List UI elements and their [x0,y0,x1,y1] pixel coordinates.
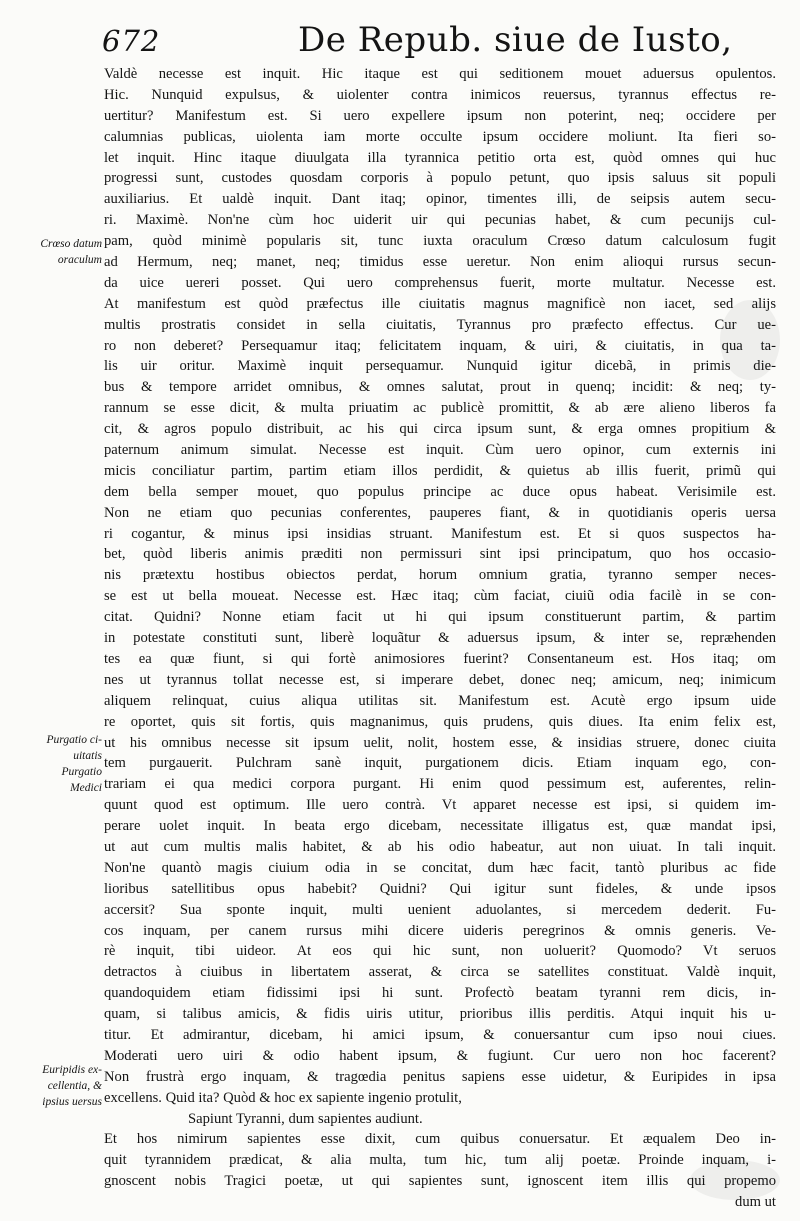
margin-note-euripidis: Euripidis ex- cellentia, & ipsius uersus [42,1064,102,1108]
text-line: uertitur? Manifestum est. Si uero expellere ipsum non poterint, neq; occidere per [104,107,776,124]
text-line: tem purgauerit. Pulchram sanè inquit, purgationem dicis. Etiam inquam ego, con- [104,755,776,772]
body-text [104,64,776,1213]
text-line: rannum se esse dicit, & multa priuatim ac publicè promittit, & ab ære alieno liberos fa [104,400,776,417]
catchword: dum ut [735,1194,776,1211]
text-line: accersit? Sua sponte inquit, multi uenient aduolantes, si mercedem dederit. Fu- [104,901,776,918]
margin-note-purgatio: Purgatio ci- uitatis Purgatio Medici [46,734,102,794]
text-line: cit, & agros populo distribuit, ac his qui circa ipsum sunt, & erga omnes propitium & [104,421,776,438]
verse-line: Sapiunt Tyranni, dum sapientes audiunt. [188,1110,423,1127]
margin-note-croeso: Crœso datum oraculum [40,238,102,266]
page-header [102,14,733,64]
text-line: gnoscent nobis Tragici poetæ, ut qui sapientes sunt, ignoscent item illis qui propemo [104,1173,776,1190]
text-line: nes ut tyrannus tollat necesse est, si imperare debet, donec neq; amicum, neq; inimicum [104,671,776,688]
text-line: ri. Maximè. Non'ne cùm hoc uiderit uir qui pecunias habet, & cum pecunijs cul- [104,212,776,229]
text-line: auxiliarius. Et ualdè inquit. Dant itaq; opinor, timentes illi, de seipsis autem secu- [104,191,776,208]
text-line: paternum animum simulat. Necesse est inquit. Cùm uero opinor, cum externis ini [104,442,776,459]
text-line: Hic. Nunquid expulsus, & uiolenter contra inimicos reuersus, tyrannus effectus re- [104,86,776,103]
text-line: lioribus satellitibus opus habebit? Quidni? Qui igitur sunt fideles, & unde ipsos [104,880,776,897]
text-line: Non ne etiam quo pecunias conferentes, pauperes fiant, & in quotidianis operis uersa [104,504,776,521]
text-line: micis conciliatur partim, partim etiam illos perdidit, & quietus ab illis fuerit, primũ qui [104,462,776,479]
text-line: rè inquit, tibi uideor. At eos qui hic sunt, non uoluerit? Quomodo? Vt seruos [104,943,776,960]
text-line: bus & tempore arridet omnibus, & omnes salutat, prout in quenq; incidit: & neq; ty- [104,379,776,396]
text-line: citat. Quidni? Nonne etiam facit ut hi qui ipsum constituerunt partim, & partim [104,609,776,626]
text-line: At manifestum est quòd præfectus ille ciuitatis magnus magnificè non iacet, sed alijs [104,295,776,312]
text-line: detractos à ciuibus in libertatem asserat, & circa se satellites constituat. Valdè inquit, [104,964,776,981]
text-line: multis prostratis considet in sella ciuitatis, Tyrannus pro præfecto effectus. Cur ue- [104,316,776,333]
text-line: progressi sunt, custodes quosdam corporis à populo petunt, quo ipsis saluus sit populi [104,170,776,187]
text-line: calumnias publicas, uiolenta iam morte occulte ipsum occidere moliunt. Ita fieri so- [104,128,776,145]
text-line: quandoquidem etiam fidissimi ipsi hi sunt. Profectò beatam tyranni rem dicis, in- [104,985,776,1002]
text-line: Moderati uero uiri & odio habent ipsum, & fugiunt. Cur uero non hoc facerent? [104,1047,776,1064]
text-line: titur. Et admirantur, dicebam, hi amici ipsum, & conuersantur cum ipso noui ciues. [104,1026,776,1043]
text-line: in potestate constituti sunt, liberè loquãtur & aduersus ipsum, & inter se, repræhenden [104,630,776,647]
text-line: Et hos nimirum sapientes esse dixit, cum quibus conuersatur. Et æqualem Deo in- [104,1131,776,1148]
text-line: let inquit. Hinc itaque diuulgata illa tyrannica petitio orta est, quòd omnes qui huc [104,149,776,166]
text-line: ro non deberet? Persequamur itaq; felicitatem inquam, & uiri, & ciuitatis, in qua ta- [104,337,776,354]
text-line: aliquem relinquat, cuius aliqua utilitas sit. Manifestum est. Acutè ergo ipsum uide [104,692,776,709]
text-line: quunt quod est optimum. Ille uero contrà. Vt apparet necesse est ipsi, si quidem im- [104,797,776,814]
text-line: pam, quòd minimè popularis sit, tunc iuxta oraculum Crœso datum calculosum fugit [104,233,776,250]
text-line: cos inquam, per canem rursus mihi dicere uideris peregrinos & omnis generis. Ve- [104,922,776,939]
text-line: re oportet, quis sit fortis, quis magnanimus, quis prudens, quis diues. Ita enim felix est, [104,713,776,730]
page-number: 672 [102,24,161,58]
text-line: quam, si talibus amicis, & fidis uiris utitur, prioribus illis perditis. Atqui inquit his u- [104,1006,776,1023]
text-line: Valdè necesse est inquit. Hic itaque est qui seditionem mouet aduersus opulentos. [104,66,776,82]
text-line: excellens. Quid ita? Quòd & hoc ex sapiente ingenio protulit, [104,1089,462,1106]
text-line: perare uolet inquit. In beata ergo dicebam, necessitate illigatus est, quæ mandat ipsi, [104,818,776,835]
text-line: se est ut bella moueat. Necesse est. Hæc itaq; cùm faciat, ciuiũ odia facilè in se con- [104,588,776,605]
text-line: nis prætextu hostibus obiectos perdat, horum omnium gratia, tyranno semper neces- [104,567,776,584]
text-line: ut his omnibus necesse sit ipsum uelit, nolit, hostem esse, & insidias struere, donec ciuita [104,734,776,751]
text-line: ut aut cum multis malis habitet, & ab his odio habeatur, aut non uiuat. In tali inquit. [104,838,776,855]
text-line: Non frustrà ergo inquam, & tragœdia penitus sapiens esse uidetur, & Euripides in ipsa [104,1068,776,1085]
text-line: dem bella semper mouet, quo populus principe ac duce opus habeat. Verisimile est. [104,483,776,500]
text-line: Non'ne quantò magis ciuium odia in se concitat, dum hæc facit, tantò pluribus ac fide [104,859,776,876]
text-line: da uice uereri posset. Qui uero comprehensus fuerit, morte multatur. Necesse est. [104,274,776,291]
text-line: ad Hermum, neq; manet, neq; timidus esse ueretur. Non enim alioqui rursus secun- [104,254,776,271]
running-title: De Repub. siue de Iusto, [298,20,733,60]
text-line: trariam ei qua medici corpora purgant. Hi enim quod pessimum est, auferentes, relin- [104,776,776,793]
text-line: bet, quòd liberis animis præditi non permissuri sint ipsi principatum, quo hos occasio- [104,546,776,563]
text-line: ri cogantur, & minus ipsi insidias struant. Manifestum est. Et si quos suspectos ha- [104,525,776,542]
text-line: tes ea quæ fiunt, si qui fortè animosiores fuerint? Consentaneum est. Hos itaq; om [104,650,776,667]
text-line: quit tyrannidem prædicat, & alia multa, tum hic, tum alij poetæ. Proinde inquam, i- [104,1152,776,1169]
text-line: lis uir oritur. Maximè inquit persequamur. Nunquid igitur dicebã, in primis die- [104,358,776,375]
